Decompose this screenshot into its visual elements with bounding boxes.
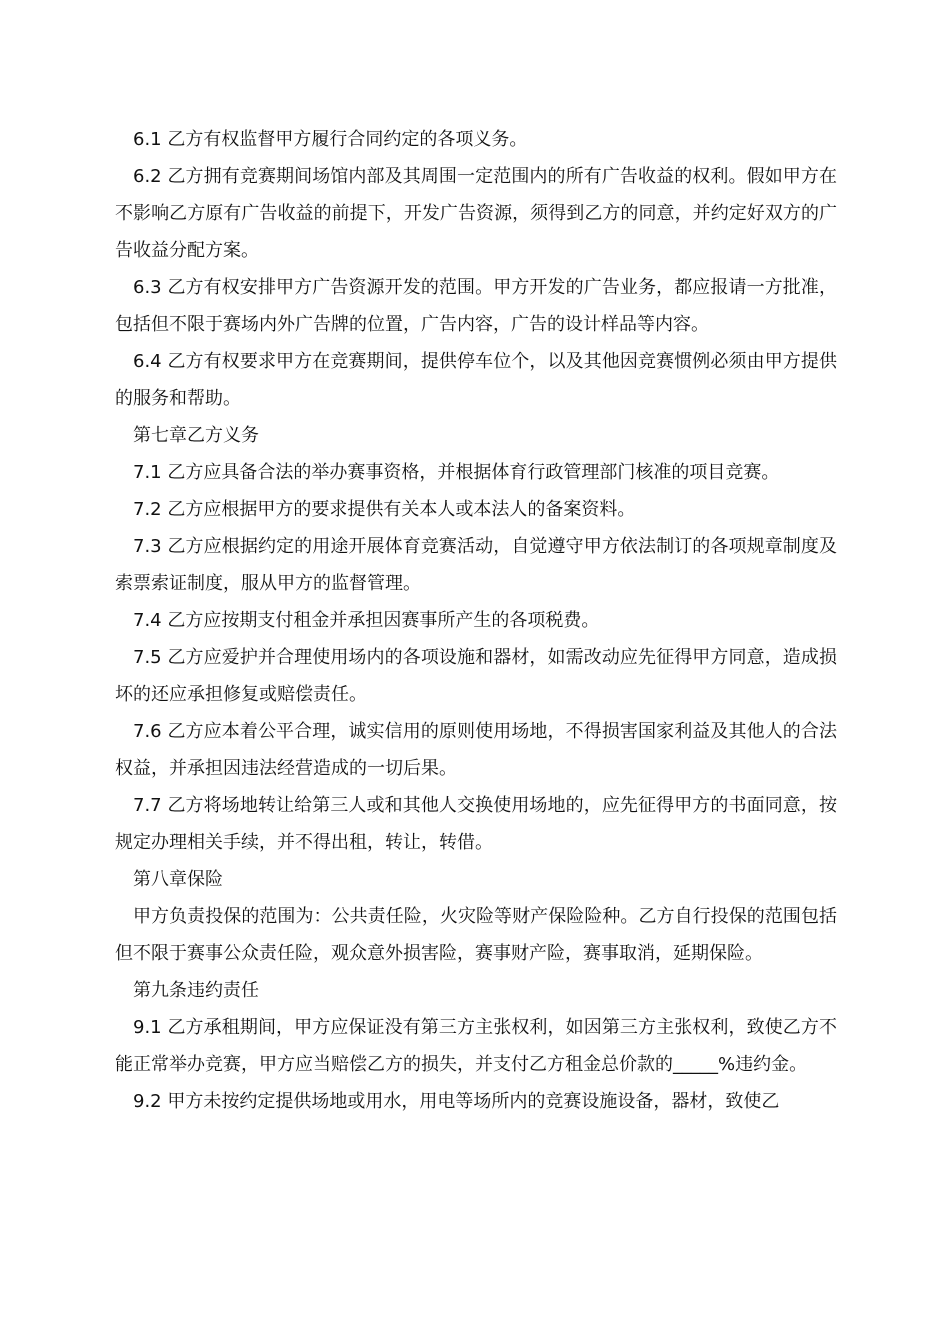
clause-7-3: 7.3 乙方应根据约定的用途开展体育竞赛活动，自觉遵守甲方依法制订的各项规章制度及索票索证制度，服从甲方的监督管理。 <box>115 536 837 594</box>
clause-7-6: 7.6 乙方应本着公平合理，诚实信用的原则使用场地，不得损害国家利益及其他人的合法权益，并承担因违法经营造成的一切后果。 <box>115 721 837 779</box>
insurance-paragraph: 甲方负责投保的范围为：公共责任险，火灾险等财产保险险种。乙方自行投保的范围包括但不限于赛事公众责任险，观众意外损害险，赛事财产险，赛事取消，延期保险。 <box>115 906 837 964</box>
clause-7-7: 7.7 乙方将场地转让给第三人或和其他人交换使用场地的，应先征得甲方的书面同意，按规定办理相关手续，并不得出租，转让，转借。 <box>115 795 837 853</box>
chapter-7-heading: 第七章乙方义务 <box>133 425 259 446</box>
clause-6-2: 6.2 乙方拥有竞赛期间场馆内部及其周围一定范围内的所有广告收益的权利。假如甲方在不影响乙方原有广告收益的前提下，开发广告资源，须得到乙方的同意，并约定好双方的广告收益分配方案。 <box>115 166 837 261</box>
chapter-9-heading: 第九条违约责任 <box>133 980 259 1001</box>
clause-7-1: 7.1 乙方应具备合法的举办赛事资格，并根据体育行政管理部门核准的项目竞赛。 <box>133 462 780 483</box>
clause-7-5: 7.5 乙方应爱护并合理使用场内的各项设施和器材，如需改动应先征得甲方同意，造成损坏的还应承担修复或赔偿责任。 <box>115 647 837 705</box>
clause-9-1: 9.1 乙方承租期间，甲方应保证没有第三方主张权利，如因第三方主张权利，致使乙方不能正常举办竞赛，甲方应当赔偿乙方的损失，并支付乙方租金总价款的_____%违约金。 <box>115 1017 837 1075</box>
clause-7-4: 7.4 乙方应按期支付租金并承担因赛事所产生的各项税费。 <box>133 610 600 631</box>
chapter-8-heading: 第八章保险 <box>133 869 223 890</box>
document-body <box>115 121 837 1120</box>
clause-6-3: 6.3 乙方有权安排甲方广告资源开发的范围。甲方开发的广告业务，都应报请一方批准，包括但不限于赛场内外广告牌的位置，广告内容，广告的设计样品等内容。 <box>115 277 837 335</box>
clause-7-2: 7.2 乙方应根据甲方的要求提供有关本人或本法人的备案资料。 <box>133 499 636 520</box>
clause-6-4: 6.4 乙方有权要求甲方在竞赛期间，提供停车位个，以及其他因竞赛惯例必须由甲方提供的服务和帮助。 <box>115 351 837 409</box>
clause-9-2: 9.2 甲方未按约定提供场地或用水，用电等场所内的竞赛设施设备，器材，致使乙 <box>133 1091 780 1112</box>
clause-6-1: 6.1 乙方有权监督甲方履行合同约定的各项义务。 <box>133 129 528 150</box>
